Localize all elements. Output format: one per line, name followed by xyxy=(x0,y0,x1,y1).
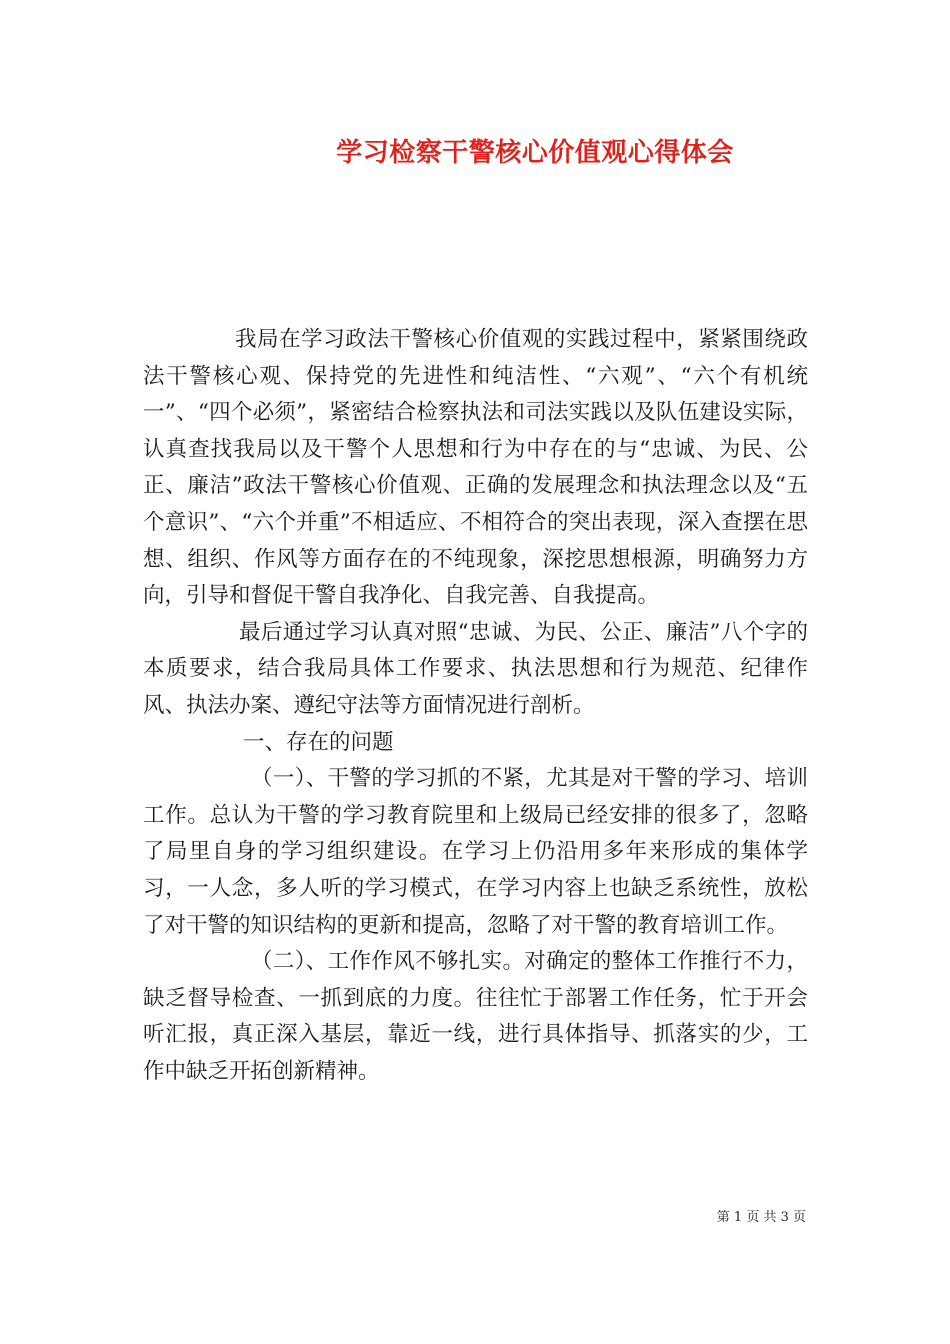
paragraph-intro: 我局在学习政法干警核心价值观的实践过程中，紧紧围绕政法干警核心观、保持党的先进性和纯洁性、“六观”、“六个有机统一”、“四个必须”，紧密结合检察执法和司法实践以及队伍建设实际，认真查找我局以及干警个人思想和行为中存在的与“忠诚、为民、公正、廉洁”政法干警核心价值观、正确的发展理念和执法理念以及“五个意识”、“六个并重”不相适应、不相符合的突出表现，深入查摆在思想、组织、作风等方面存在的不纯现象，深挖思想根源，明确努力方向，引导和督促干警自我净化、自我完善、自我提高。 xyxy=(143,327,808,609)
page-number: 第 1 页 共 3 页 xyxy=(716,1210,806,1225)
paragraph-problem-1: （一）、干警的学习抓的不紧，尤其是对干警的学习、培训工作。总认为干警的学习教育院里和上级局已经安排的很多了，忽略了局里自身的学习组织建设。在学习上仍沿用多年来形成的集体学习，一人念，多人听的学习模式，在学习内容上也缺乏系统性，放松了对干警的知识结构的更新和提高，忽略了对干警的教育培训工作。 xyxy=(143,766,808,938)
document-body xyxy=(143,322,808,1090)
document-title: 学习检察干警核心价值观心得体会 xyxy=(336,138,734,168)
paragraph-problem-2: （二）、工作作风不够扎实。对确定的整体工作推行不力，缺乏督导检查、一抓到底的力度。往往忙于部署工作任务，忙于开会听汇报，真正深入基层，靠近一线，进行具体指导、抓落实的少，工作中缺乏开拓创新精神。 xyxy=(143,949,808,1084)
paragraph-summary: 最后通过学习认真对照“忠诚、为民、公正、廉洁”八个字的本质要求，结合我局具体工作要求、执法思想和行为规范、纪律作风、执法办案、遵纪守法等方面情况进行剖析。 xyxy=(143,619,808,718)
section-heading-problems: 一、存在的问题 xyxy=(243,729,394,755)
